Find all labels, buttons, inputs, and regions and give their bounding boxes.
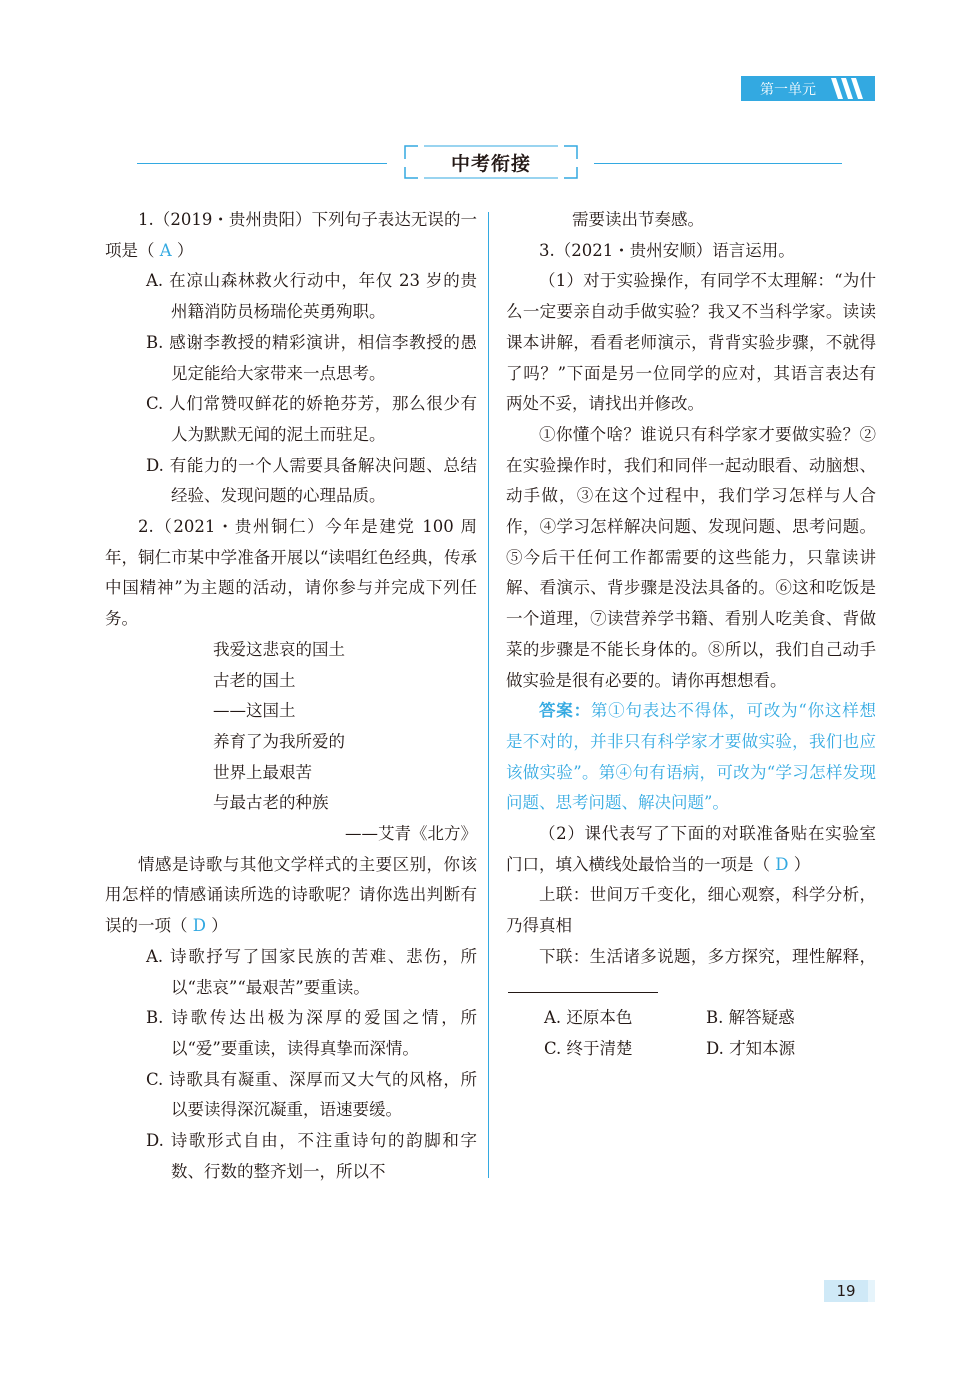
q3-part2 xyxy=(506,819,876,880)
section-rule-right xyxy=(594,163,842,164)
choice-a: A. 还原本色 xyxy=(544,1008,633,1028)
column-divider xyxy=(488,212,489,1178)
slash-decoration-icon xyxy=(829,76,867,101)
q1-stem-end: ） xyxy=(176,240,194,260)
poem-line: 我爱这悲哀的国土 xyxy=(213,639,345,659)
q1-option-b: B. 感谢李教授的精彩演讲，相信李教授的愚见定能给大家带来一点思考。 xyxy=(146,332,477,383)
q1-option-a: A. 在凉山森林救火行动中，年仅 23 岁的贵州籍消防员杨瑞伦英勇殉职。 xyxy=(146,271,477,322)
couplet-lower xyxy=(506,942,876,1003)
couplet-lower-text: 下联：生活诸多说题，多方探究，理性解释， xyxy=(539,946,876,966)
choice-b: B. 解答疑惑 xyxy=(706,1008,795,1028)
q3-part1: （1）对于实验操作，有同学不太理解：“为什么一定要亲自动手做实验？我又不当科学家。读读课本讲解，看看老师演示，背背实验步骤，不就得了吗？”下面是另一位同学的应对，其语言表达有两处不妥，请找出并修改。 xyxy=(506,271,876,414)
q2-answer: D xyxy=(192,916,206,936)
q2-option-c: C. 诗歌具有凝重、深厚而又大气的风格，所以要读得深沉凝重，语速要缓。 xyxy=(146,1069,477,1120)
q3-part2-text: （2）课代表写了下面的对联准备贴在实验室门口，填入横线处最恰当的一项是（ xyxy=(506,824,876,874)
choice-row xyxy=(506,1003,876,1034)
page-number: 19 xyxy=(836,1282,856,1300)
q2-option-d-continued: 需要读出节奏感。 xyxy=(572,210,704,229)
unit-label: 第一单元 xyxy=(760,81,816,98)
q2-option-a: A. 诗歌抒写了国家民族的苦难、悲伤，所以“悲哀”“最艰苦”要重读。 xyxy=(146,946,477,997)
choice-c: C. 终于清楚 xyxy=(544,1038,633,1058)
q1-answer: A xyxy=(159,240,172,260)
q3-stem: 3.（2021・贵州安顺）语言运用。 xyxy=(539,240,795,260)
q3-passage: ①你懂个啥？谁说只有科学家才要做实验？②在实验操作时，我们和同伴一起动眼看、动脑想、动手做，③在这个过程中，我们学习怎样与人合作，④学习怎样解决问题、发现问题、思考问题。⑤今后干任何工作都需要的这些能力，只靠读讲解、看演示、背步骤是没法具备的。⑥这和吃饭是一个道理，⑦读营养学书籍、看别人吃美食、背做菜的步骤是不能长身体的。⑧所以，我们自己动手做实验是很有必要的。请你再想想看。 xyxy=(506,424,876,690)
section-title: 中考衔接 xyxy=(450,152,531,175)
poem-line: 世界上最艰苦 xyxy=(213,762,312,782)
q1-option-c: C. 人们常赞叹鲜花的娇艳芬芳，那么很少有人为默默无闻的泥土而驻足。 xyxy=(146,394,477,444)
choice-row xyxy=(506,1034,876,1065)
q2-question-end: ） xyxy=(211,916,228,936)
answer-text: 第①句表达不得体，可改为“你这样想是不对的，并非只有科学家才要做实验，我们也应该做实验”。第④句有语病，可改为“学习怎样发现问题、思考问题、解决问题”。 xyxy=(506,701,877,813)
poem-line: 养育了为我所爱的 xyxy=(213,731,345,751)
unit-tab xyxy=(741,76,875,101)
q1-stem xyxy=(105,205,477,266)
q3-answer-block xyxy=(506,696,876,819)
couplet-upper: 上联：世间万千变化，细心观察，科学分析，乃得真相 xyxy=(506,885,876,936)
q1-stem-text: 1.（2019・贵州贵阳）下列句子表达无误的一项是（ xyxy=(105,210,477,260)
choice-d: D. 才知本源 xyxy=(706,1038,796,1058)
poem-source: ——艾青《北方》 xyxy=(345,824,477,844)
q2-question-text: 情感是诗歌与其他文学样式的主要区别，你该用怎样的情感诵读所选的诗歌呢？请你选出判断有误的一项（ xyxy=(105,854,477,936)
poem-line: 古老的国土 xyxy=(213,670,296,690)
q2-stem: 2.（2021・贵州铜仁）今年是建党 100 周年，铜仁市某中学准备开展以“读唱红色经典，传承中国精神”为主题的活动，请你参与并完成下列任务。 xyxy=(105,517,477,629)
q3-part2-end: ） xyxy=(793,854,811,874)
page-number-badge xyxy=(824,1280,875,1302)
q2-option-d: D. 诗歌形式自由，不注重诗句的韵脚和字数、行数的整齐划一，所以不 xyxy=(146,1131,477,1181)
answer-label: 答案： xyxy=(539,701,591,721)
section-rule-left xyxy=(137,163,387,164)
poem-line: ——这国土 xyxy=(213,701,296,721)
section-title-box xyxy=(404,145,578,179)
q2-question xyxy=(105,850,477,942)
fill-blank xyxy=(508,974,658,993)
poem-line: 与最古老的种族 xyxy=(213,793,329,813)
right-column xyxy=(506,205,876,1065)
left-column xyxy=(105,205,477,1188)
q2-option-b: B. 诗歌传达出极为深厚的爱国之情，所以“爱”要重读，读得真挚而深情。 xyxy=(146,1008,477,1058)
q1-option-d: D. 有能力的一个人需要具备解决问题、总结经验、发现问题的心理品质。 xyxy=(146,455,477,506)
q3-part2-answer: D xyxy=(775,854,789,874)
